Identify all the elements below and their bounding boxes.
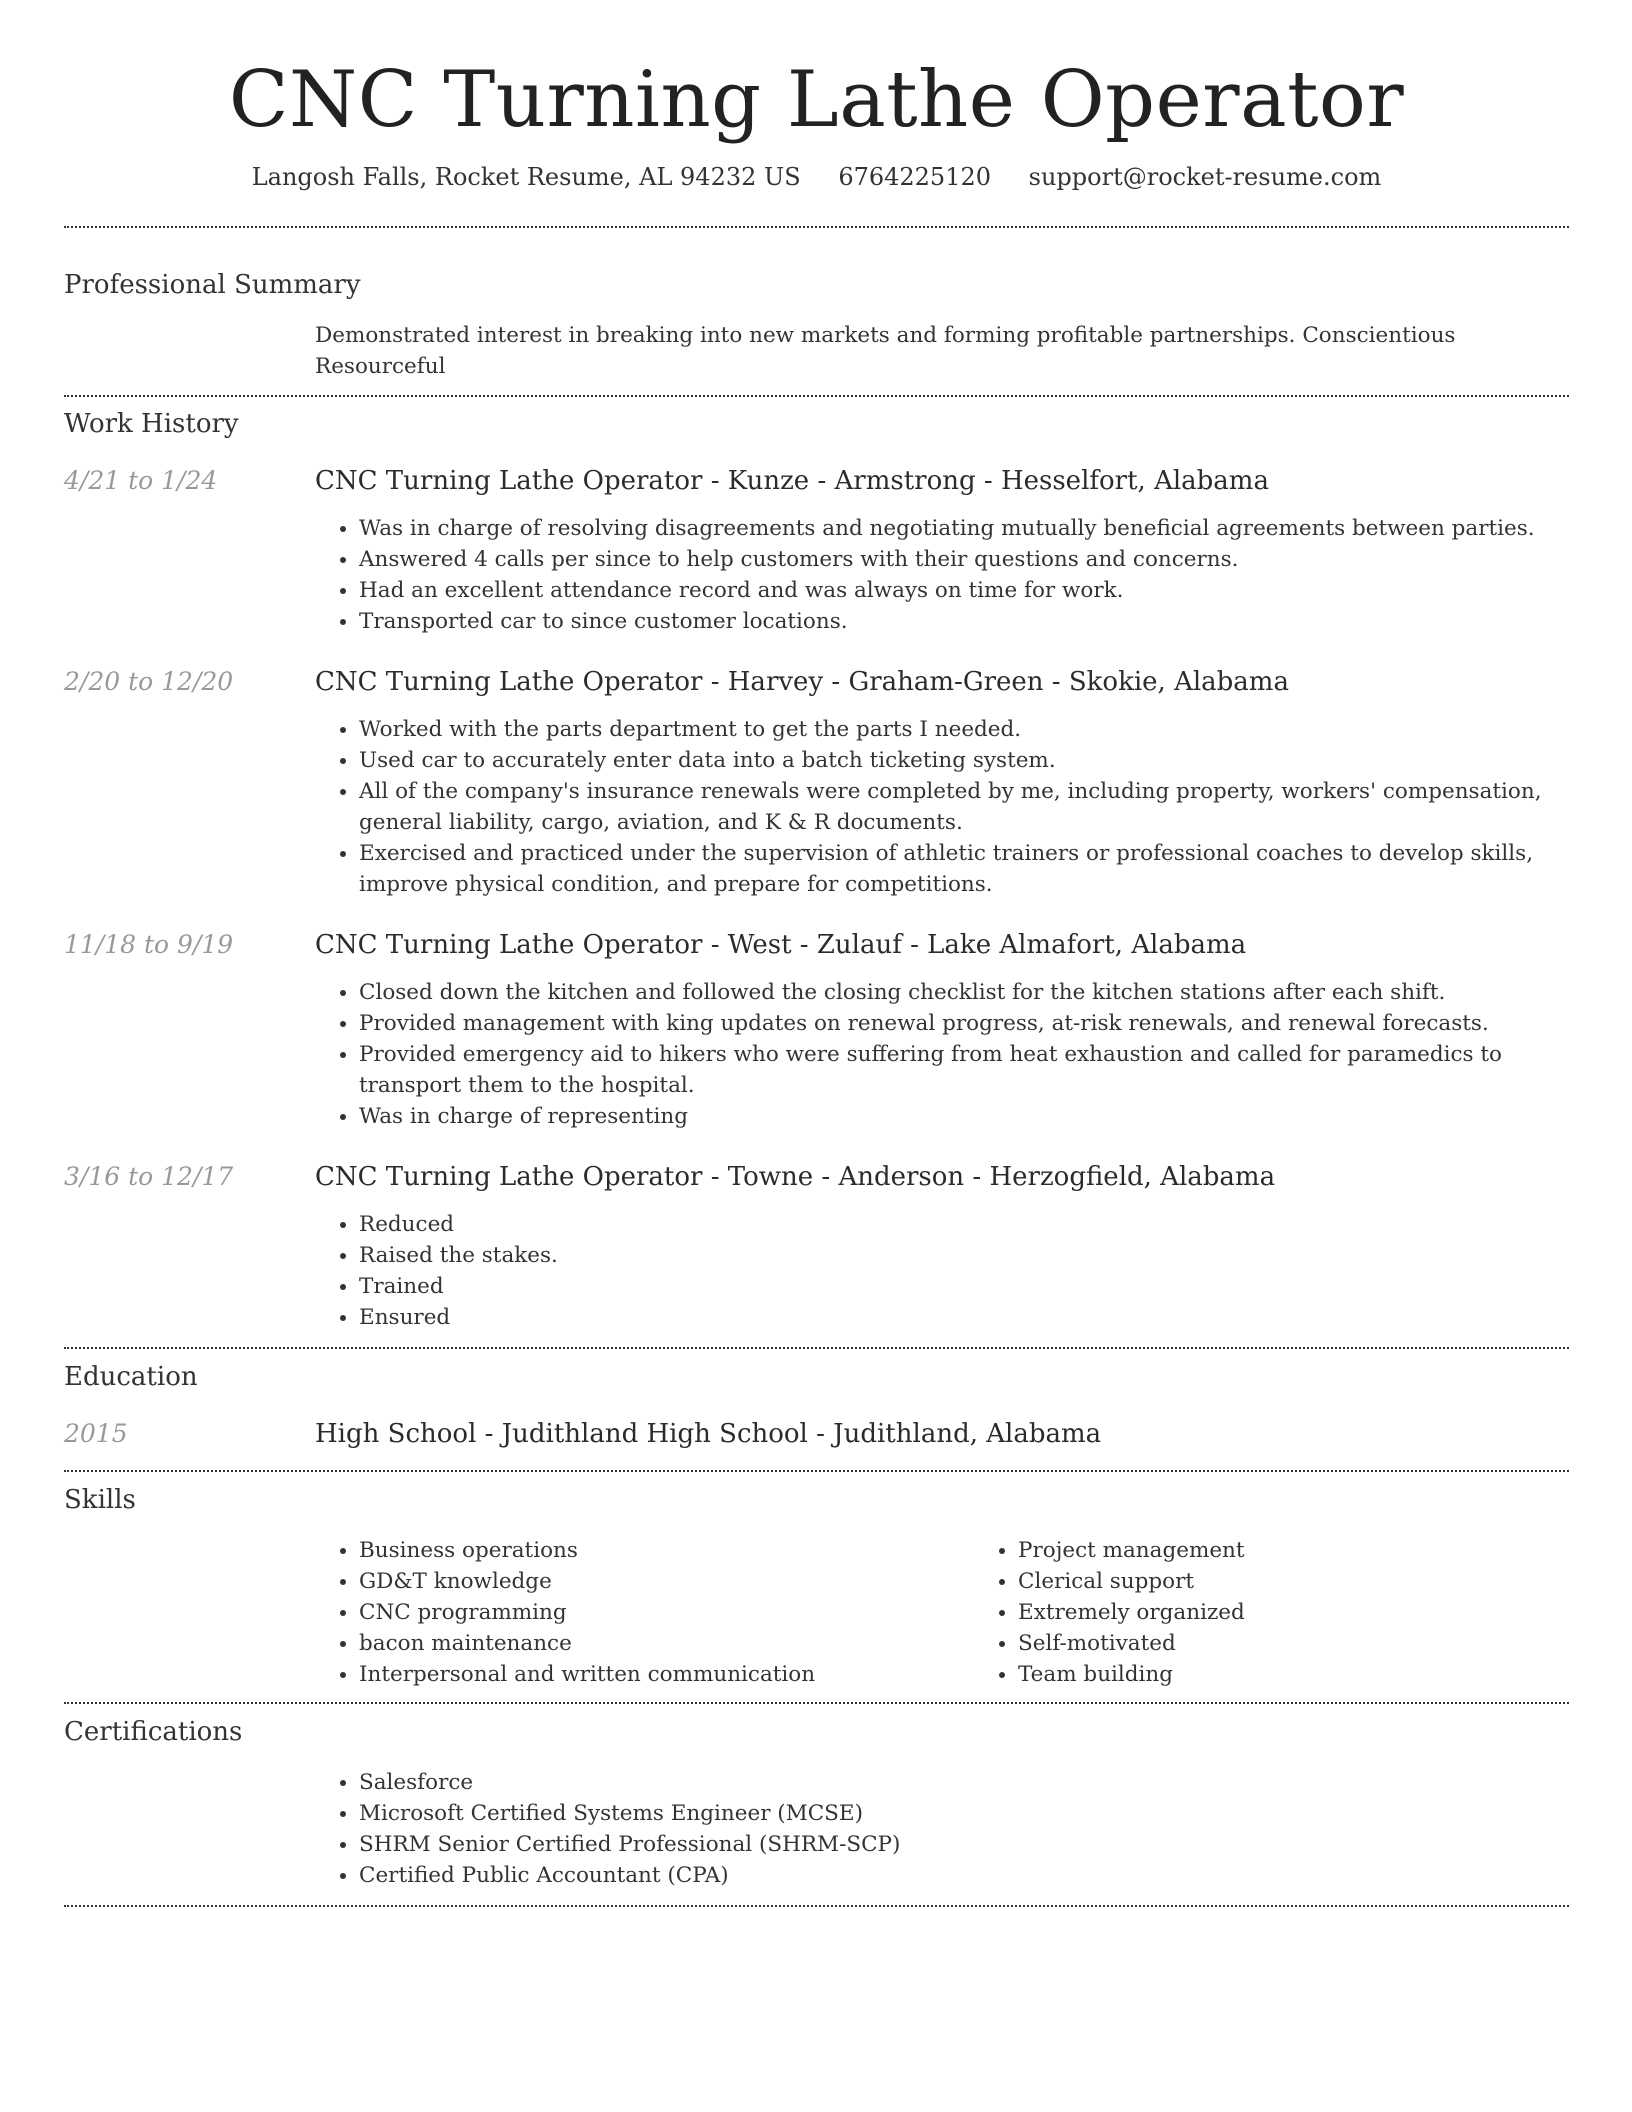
candidate-name: CNC Turning Lathe Operator: [228, 55, 1405, 145]
certification-item: • SHRM Senior Certified Professional (SHRM-SCP): [359, 1829, 1569, 1860]
skill-item: • Self-motivated: [1018, 1628, 1632, 1659]
divider: [64, 1905, 1569, 1907]
section-title-skills: Skills: [64, 1485, 136, 1515]
skill-item: • Extremely organized: [1018, 1597, 1632, 1628]
divider: [64, 1702, 1569, 1704]
section-title-summary: Professional Summary: [64, 270, 361, 300]
job-dates: 2/20 to 12/20: [64, 667, 234, 696]
job-entry: [64, 464, 1569, 637]
job-bullet: • Worked with the parts department to get the parts I needed.: [359, 714, 1569, 745]
summary-row: [64, 320, 1569, 382]
skill-item: • Business operations: [359, 1535, 974, 1566]
skills-row: [64, 1535, 1569, 1690]
job-bullet: • Closed down the kitchen and followed the closing checklist for the kitchen stations after each shift.: [359, 977, 1569, 1008]
job-bullet: • Exercised and practiced under the supervision of athletic trainers or professional coaches to develop skills, improve physical condition, and prepare for competitions.: [359, 838, 1569, 900]
section-title-education: Education: [64, 1362, 198, 1392]
job-bullet: • Ensured: [359, 1302, 1569, 1333]
job-heading: CNC Turning Lathe Operator - Kunze - Armstrong - Hesselfort, Alabama: [315, 466, 1269, 496]
skills-list-left: [315, 1535, 974, 1690]
job-details: [315, 464, 1569, 637]
skills-columns: [315, 1535, 1632, 1690]
job-bullet: • Was in charge of representing: [359, 1101, 1569, 1132]
job-bullets: [315, 513, 1569, 637]
job-bullets: [315, 1209, 1569, 1333]
summary-spacer: [64, 320, 315, 382]
job-bullet: • Trained: [359, 1271, 1569, 1302]
skill-item: • Interpersonal and written communication: [359, 1659, 974, 1690]
certifications-details: [315, 1767, 1569, 1891]
job-entry: [64, 1160, 1569, 1333]
resume-page: [64, 0, 1569, 1907]
skills-list-right: [974, 1535, 1632, 1690]
job-bullet: • Had an excellent attendance record and was always on time for work.: [359, 575, 1569, 606]
job-dates: 11/18 to 9/19: [64, 930, 234, 959]
job-dates: 3/16 to 12/17: [64, 1162, 234, 1191]
job-heading: CNC Turning Lathe Operator - Harvey - Graham-Green - Skokie, Alabama: [315, 667, 1289, 697]
section-title-work-history: Work History: [64, 409, 239, 439]
divider: [64, 1347, 1569, 1349]
skill-item: • bacon maintenance: [359, 1628, 974, 1659]
skill-item: • Team building: [1018, 1659, 1632, 1690]
job-bullet: • Reduced: [359, 1209, 1569, 1240]
job-bullet: • All of the company's insurance renewals were completed by me, including property, workers' compensation, general liability, cargo, aviation, and K & R documents.: [359, 776, 1569, 838]
skill-item: • GD&T knowledge: [359, 1566, 974, 1597]
skill-item: • CNC programming: [359, 1597, 974, 1628]
job-heading: CNC Turning Lathe Operator - Towne - Anderson - Herzogfield, Alabama: [315, 1162, 1276, 1192]
job-dates: 4/21 to 1/24: [64, 466, 218, 495]
divider: [64, 226, 1569, 228]
education-entry: [64, 1417, 1569, 1451]
education-details: High School - Judithland High School - Judithland, Alabama: [315, 1419, 1102, 1449]
job-bullet: • Was in charge of resolving disagreements and negotiating mutually beneficial agreements between parties.: [359, 513, 1569, 544]
contact-address: Langosh Falls, Rocket Resume, AL 94232 US: [251, 163, 801, 191]
job-details: [315, 665, 1569, 900]
divider: [64, 1470, 1569, 1472]
job-bullet: • Provided emergency aid to hikers who were suffering from heat exhaustion and called for paramedics to transport them to the hospital.: [359, 1039, 1569, 1101]
job-details: [315, 928, 1569, 1132]
divider: [64, 395, 1569, 397]
job-bullet: • Used car to accurately enter data into a batch ticketing system.: [359, 745, 1569, 776]
section-title-certifications: Certifications: [64, 1717, 243, 1747]
summary-text: Demonstrated interest in breaking into new markets and forming profitable partnerships. Conscientious Resourceful: [315, 323, 1456, 379]
education-year: 2015: [64, 1419, 128, 1448]
skill-item: • Project management: [1018, 1535, 1632, 1566]
job-details: [315, 1160, 1569, 1333]
certification-item: • Microsoft Certified Systems Engineer (MCSE): [359, 1798, 1569, 1829]
certifications-list: [315, 1767, 1569, 1891]
skills-spacer: [64, 1535, 315, 1690]
job-bullet: • Transported car to since customer locations.: [359, 606, 1569, 637]
certification-item: • Certified Public Accountant (CPA): [359, 1860, 1569, 1891]
job-bullet: • Provided management with king updates on renewal progress, at-risk renewals, and renewal forecasts.: [359, 1008, 1569, 1039]
job-bullet: • Raised the stakes.: [359, 1240, 1569, 1271]
certification-item: • Salesforce: [359, 1767, 1569, 1798]
job-bullets: [315, 977, 1569, 1132]
job-entry: [64, 928, 1569, 1132]
job-heading: CNC Turning Lathe Operator - West - Zulauf - Lake Almafort, Alabama: [315, 930, 1247, 960]
certifications-row: [64, 1767, 1569, 1891]
contact-line: [64, 160, 1569, 194]
job-bullet: • Answered 4 calls per since to help customers with their questions and concerns.: [359, 544, 1569, 575]
job-bullets: [315, 714, 1569, 900]
contact-phone: 6764225120: [838, 163, 992, 191]
certifications-spacer: [64, 1767, 315, 1891]
skill-item: • Clerical support: [1018, 1566, 1632, 1597]
contact-email: support@rocket-resume.com: [1028, 163, 1382, 191]
job-entry: [64, 665, 1569, 900]
